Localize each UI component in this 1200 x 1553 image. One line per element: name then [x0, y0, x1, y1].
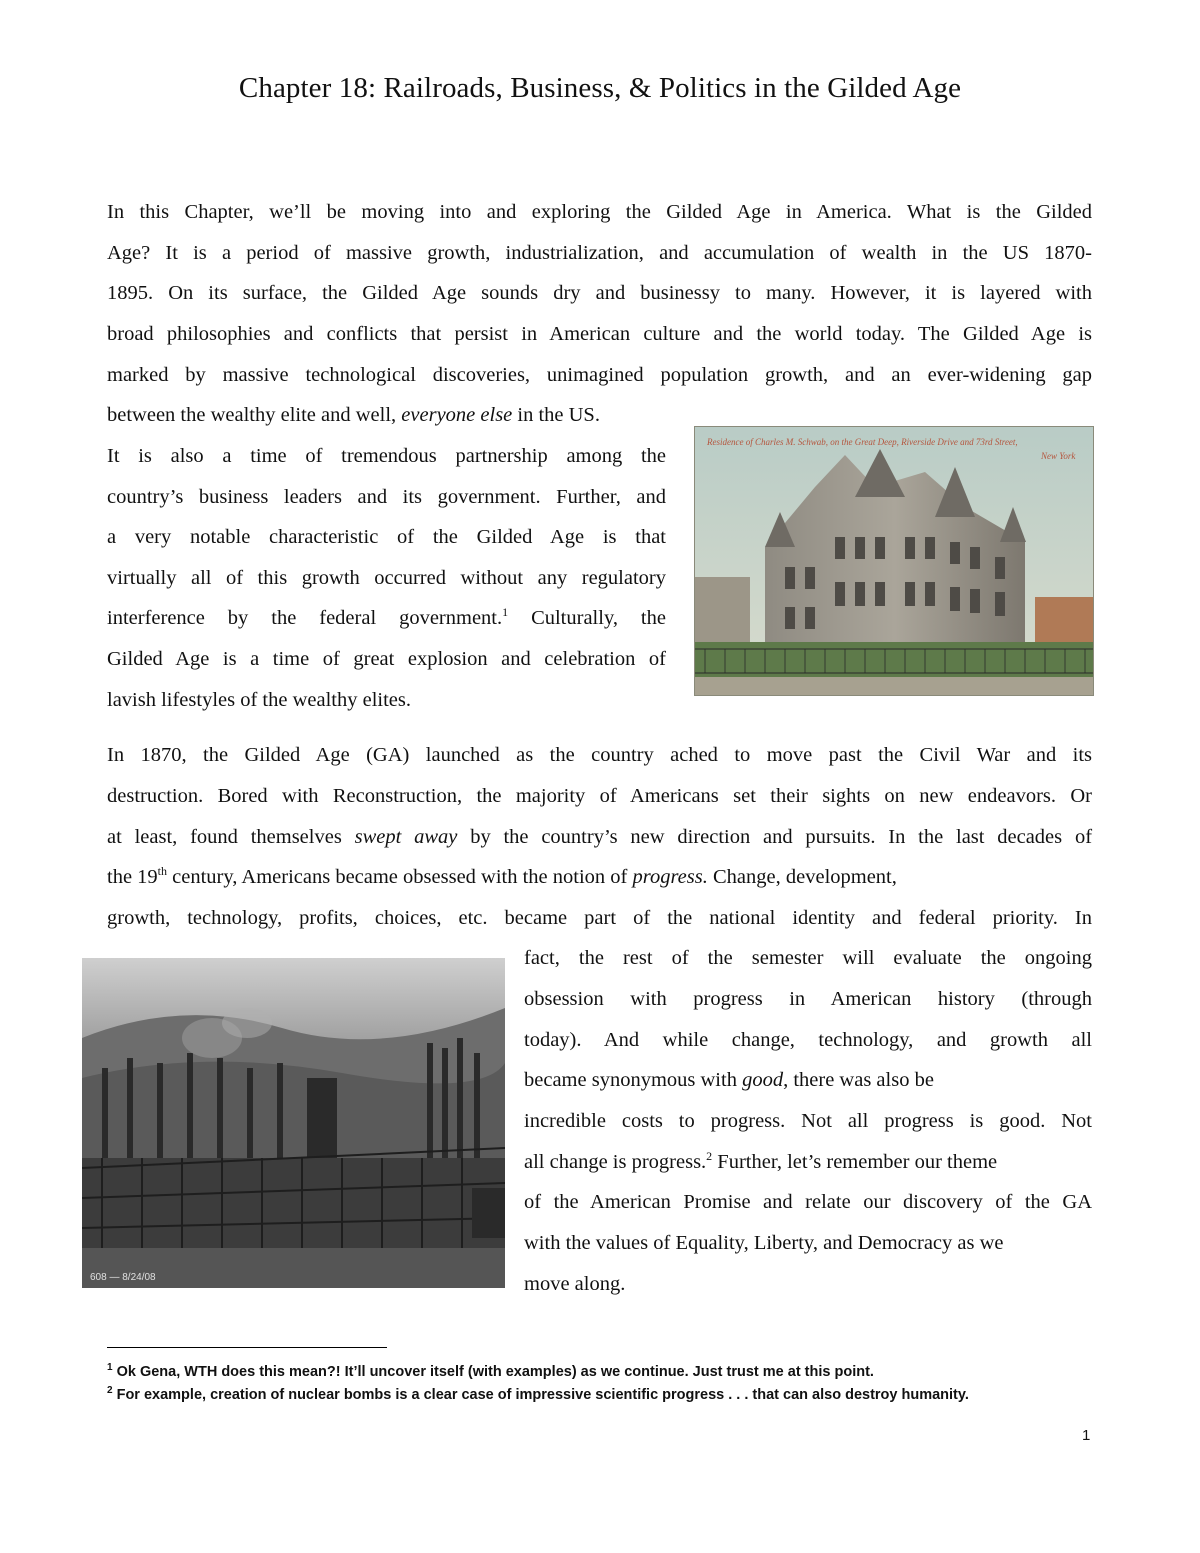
- intro-line: country’s business leaders and its government. Further, and: [107, 486, 666, 508]
- footnote-ref[interactable]: 1: [502, 605, 509, 620]
- footnote-1: $^1$ Ok Gena, WTH does this mean?! It’ll uncover itself (with examples) as we continue. Just trust me at this point.: [107, 1362, 874, 1380]
- page-number: 1: [1082, 1427, 1091, 1444]
- intro-line: 1895. On its surface, the Gilded Age sounds dry and businessy to many. However, it is layered with: [107, 282, 1092, 304]
- intro-line: It is also a time of tremendous partnership among the: [107, 445, 666, 467]
- body-line: became synonymous with good, there was also be: [524, 1069, 934, 1091]
- body-line: today). And while change, technology, and growth all: [524, 1029, 1092, 1051]
- intro-line: a very notable characteristic of the Gilded Age is that: [107, 526, 666, 548]
- steel-mill-photo: [82, 958, 505, 1288]
- body-line: In 1870, the Gilded Age (GA) launched as the country ached to move past the Civil War and its: [107, 744, 1092, 766]
- footnote-divider: [107, 1347, 387, 1348]
- emphasis: everyone else: [401, 404, 513, 426]
- body-line: move along.: [524, 1273, 626, 1295]
- intro-line: broad philosophies and conflicts that persist in American culture and the world today. The Gilded Age is: [107, 323, 1092, 345]
- emphasis: progress.: [632, 866, 708, 888]
- body-line: obsession with progress in American history (through: [524, 988, 1092, 1010]
- emphasis: swept away: [354, 826, 458, 848]
- footnote-2: $^2$ For example, creation of nuclear bombs is a clear case of impressive scientific progress . . . that can also destroy humanity.: [107, 1385, 969, 1403]
- intro-line: In this Chapter, we’ll be moving into and exploring the Gilded Age in America. What is the Gilded: [107, 201, 1092, 223]
- intro-line: virtually all of this growth occurred without any regulatory: [107, 567, 666, 589]
- body-line: at least, found themselves swept away by the country’s new direction and pursuits. In the last decades of: [107, 826, 1093, 848]
- mansion-postcard-image: [694, 426, 1094, 696]
- postcard-caption: Residence of Charles M. Schwab, on the Great Deep, Riverside Drive and 73rd Street,: [707, 437, 1018, 447]
- intro-line: marked by massive technological discoveries, unimagined population growth, and an ever-widening gap: [107, 364, 1092, 386]
- body-line: the 19th century, Americans became obsessed with the notion of progress. Change, development,: [107, 864, 897, 888]
- body-line: fact, the rest of the semester will evaluate the ongoing: [524, 947, 1092, 969]
- body-line: of the American Promise and relate our discovery of the GA: [524, 1191, 1092, 1213]
- intro-line: interference by the federal government.$^1$ Culturally, the: [107, 605, 666, 629]
- intro-line: Gilded Age is a time of great explosion and celebration of: [107, 648, 666, 670]
- intro-line: lavish lifestyles of the wealthy elites.: [107, 689, 412, 711]
- body-line: all change is progress.$^2$ Further, let’s remember our theme: [524, 1149, 998, 1173]
- intro-line: Age? It is a period of massive growth, industrialization, and accumulation of wealth in the US 1870-: [107, 242, 1092, 264]
- emphasis: good: [742, 1069, 784, 1091]
- photo-label: 608 — 8/24/08: [90, 1272, 156, 1283]
- body-line: growth, technology, profits, choices, etc. became part of the national identity and federal priority. In: [107, 907, 1092, 929]
- body-line: with the values of Equality, Liberty, and Democracy as we: [524, 1232, 1004, 1254]
- footnote-ref[interactable]: 2: [706, 1149, 713, 1164]
- postcard-city: New York: [1041, 451, 1076, 461]
- body-line: destruction. Bored with Reconstruction, the majority of Americans set their sights on new endeavors. Or: [107, 785, 1092, 807]
- body-line: incredible costs to progress. Not all progress is good. Not: [524, 1110, 1092, 1132]
- page-title: Chapter 18: Railroads, Business, & Politics in the Gilded Age: [238, 72, 962, 104]
- intro-line: between the wealthy elite and well, everyone else in the US.: [107, 404, 600, 426]
